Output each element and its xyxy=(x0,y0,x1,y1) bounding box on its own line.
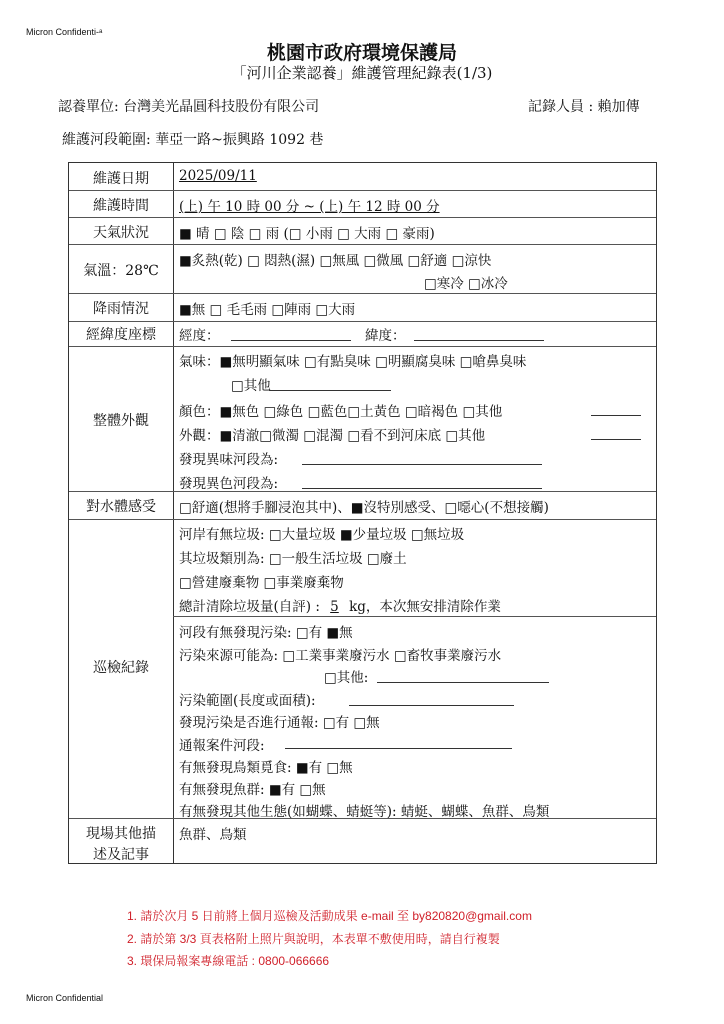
report-section: 通報案件河段: xyxy=(179,738,265,754)
appearance-label: 整體外觀 xyxy=(93,413,149,429)
notes-label-2: 述及記事 xyxy=(93,847,149,863)
pollution-found: 河段有無發現污染: □有 ■無 xyxy=(179,625,353,641)
recorder: 記錄人員 : 賴加傳 xyxy=(528,99,640,115)
pollution-source: 污染來源可能為: □工業事業廢污水 □畜牧事業廢污水 xyxy=(179,648,502,664)
temp-options: ■炙熱(乾) □ 悶熱(濕) □無風 □微風 □舒適 □涼快 xyxy=(179,253,492,269)
other-ecology: 有無發現其他生態(如蝴蝶、蜻蜓等): 蜻蜓、蝴蝶、魚群、鳥類 xyxy=(179,804,550,820)
odor-section: 發現異味河段為: xyxy=(179,452,279,468)
color-section: 發現異色河段為: xyxy=(179,476,279,492)
feel-label: 對水體感受 xyxy=(86,499,156,515)
trash-type: 其垃圾類別為: □一般生活垃圾 □廢土 xyxy=(179,551,407,567)
trash-presence: 河岸有無垃圾: □大量垃圾 ■少量垃圾 □無垃圾 xyxy=(179,527,465,543)
temp-label: 氣溫：28℃ xyxy=(83,263,159,279)
patrol-label: 巡檢紀錄 xyxy=(93,660,149,676)
feel-options: □舒適(想將手腳浸泡其中)、■沒特別感受、□噁心(不想接觸) xyxy=(179,500,549,516)
weather-label: 天氣狀況 xyxy=(93,225,149,241)
footer-note-2: 2. 請於第 3/3 頁表格附上照片與說明，本表單不敷使用時，請自行複製 xyxy=(127,932,500,946)
footer-note-1: 1. 請於次月 5 日前將上個月巡檢及活動成果 e-mail 至 by820820@gmail.com xyxy=(127,909,532,923)
look-options: 外觀：■清澈□微濁 □混濁 □看不到河床底 □其他 xyxy=(179,428,486,444)
confidential-label: Micron Confidenti-ᵃ xyxy=(26,27,103,37)
maintenance-range: 維護河段範圍: 華亞一路~振興路 1092 巷 xyxy=(62,132,324,148)
trash-amount: 總計清除垃圾量(自評) : 5 kg，本次無安排清除作業 xyxy=(179,599,501,615)
fish-found: 有無發現魚群: ■有 □無 xyxy=(179,782,326,798)
temp-options-2: □寒冷 □冰冷 xyxy=(424,276,508,292)
latitude: 緯度： xyxy=(365,328,406,344)
notes-label: 現場其他描 xyxy=(86,826,156,842)
adopter-unit: 認養單位: 台灣美光晶圓科技股份有限公司 xyxy=(58,99,320,115)
longitude: 經度： xyxy=(179,328,220,344)
notes-value: 魚群、鳥類 xyxy=(179,827,247,843)
pollution-range: 污染範圍(長度或面積): xyxy=(179,693,316,709)
trash-type-2: □營建廢棄物 □事業廢棄物 xyxy=(179,575,344,591)
bird-feeding: 有無發現鳥類覓食: ■有 □無 xyxy=(179,760,353,776)
odor-options: 氣味：■無明顯氣味 □有點臭味 □明顯腐臭味 □嗆鼻臭味 xyxy=(179,354,527,370)
record-table xyxy=(68,162,657,864)
date-label: 維護日期 xyxy=(93,171,149,187)
time-value: (上) 午 10 時 00 分 ~ (上) 午 12 時 00 分 xyxy=(179,199,440,215)
time-label: 維護時間 xyxy=(93,198,149,214)
color-options: 顏色：■無色 □綠色 □藍色□土黃色 □暗褐色 □其他 xyxy=(179,404,503,420)
coord-label: 經緯度座標 xyxy=(86,327,156,343)
date-value: 2025/09/11 xyxy=(179,168,257,184)
rain-label: 降雨情況 xyxy=(93,301,149,317)
footer-note-3: 3. 環保局報案專線電話 : 0800-066666 xyxy=(127,954,330,968)
weather-options: ■ 晴 □ 陰 □ 雨 (□ 小雨 □ 大雨 □ 豪雨) xyxy=(179,226,435,242)
pollution-source-other: □其他: xyxy=(324,670,369,686)
pollution-reported: 發現污染是否進行通報: □有 □無 xyxy=(179,715,380,731)
confidential-footer: Micron Confidential xyxy=(26,993,104,1003)
page-title: 桃園市政府環境保護局 xyxy=(266,42,457,64)
page-subtitle: 「河川企業認養」維護管理紀錄表(1/3) xyxy=(231,64,493,82)
rain-options: ■無 □ 毛毛雨 □陣雨 □大雨 xyxy=(179,302,356,318)
odor-other: □其他 xyxy=(231,378,271,394)
